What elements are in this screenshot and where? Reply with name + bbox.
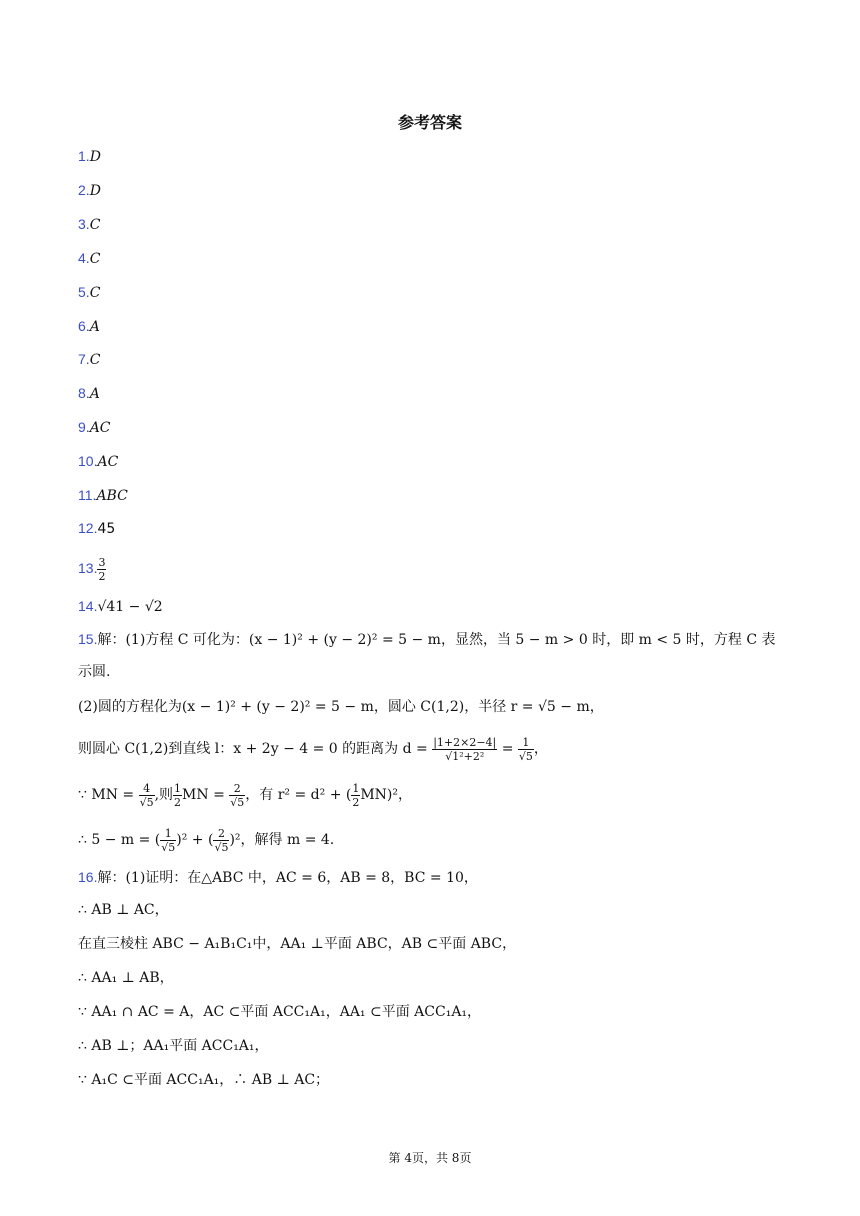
fraction-numerator: 1 bbox=[518, 737, 534, 750]
answer-value: C bbox=[89, 217, 101, 233]
solution-line bbox=[78, 823, 334, 857]
question-number: 15. bbox=[78, 631, 98, 647]
answer-row bbox=[78, 281, 100, 303]
fraction-numerator: 2 bbox=[213, 828, 229, 841]
solution-text: = bbox=[497, 741, 518, 757]
fraction-denominator: √5 bbox=[139, 795, 154, 809]
answer-row bbox=[78, 315, 100, 337]
question-number: 2. bbox=[78, 182, 90, 198]
answer-row bbox=[78, 517, 115, 539]
fraction-denominator: √5 bbox=[214, 840, 229, 854]
answer-row bbox=[78, 553, 106, 583]
fraction-numerator: |1+2×2−4| bbox=[433, 735, 497, 749]
solution-line bbox=[78, 661, 110, 683]
answer-fraction bbox=[97, 557, 106, 582]
answer-value: C bbox=[89, 285, 101, 301]
question-number: 4. bbox=[78, 250, 90, 266]
question-number: 5. bbox=[78, 284, 90, 300]
answer-value: C bbox=[89, 251, 101, 267]
solution-text: ∵ AA₁ ∩ AC = A，AC ⊂平面 ACC₁A₁，AA₁ ⊂平面 ACC₁A₁， bbox=[78, 1004, 482, 1020]
answer-row bbox=[78, 416, 111, 438]
answer-value: D bbox=[89, 183, 101, 199]
fraction-denominator: √5 bbox=[230, 795, 245, 809]
solution-text: ∴ AA₁ ⊥ AB， bbox=[78, 970, 174, 986]
solution-line bbox=[78, 967, 174, 989]
question-number: 14. bbox=[78, 598, 98, 614]
solution-text: ∴ 5 − m = ( bbox=[78, 832, 161, 848]
page-title: 参考答案 bbox=[397, 113, 462, 132]
question-number: 13. bbox=[78, 560, 98, 576]
question-number: 16. bbox=[78, 869, 98, 885]
answer-row bbox=[78, 382, 100, 404]
solution-text: MN = bbox=[182, 787, 230, 803]
answer-row bbox=[78, 179, 101, 201]
question-number: 12. bbox=[78, 520, 98, 536]
fraction-numerator: 1 bbox=[352, 781, 360, 795]
fraction-numerator: 4 bbox=[139, 783, 155, 796]
half-mn-fraction bbox=[229, 783, 245, 808]
question-number: 1. bbox=[78, 148, 90, 164]
fraction-denominator: √5 bbox=[161, 840, 176, 854]
answer-row bbox=[78, 484, 128, 506]
distance-result-fraction bbox=[518, 737, 534, 762]
answer-value: A bbox=[89, 319, 100, 335]
half-fraction bbox=[351, 783, 360, 808]
solution-text: 解：(1)证明：在△ABC 中，AC = 6，AB = 8，BC = 10， bbox=[97, 870, 478, 886]
answer-value: AC bbox=[89, 420, 111, 436]
solution-text: 解：(1)方程 C 可化为：(x − 1)² + (y − 2)² = 5 − m，显然，当 5 − m > 0 时，即 m < 5 时，方程 C 表 bbox=[97, 632, 776, 648]
answer-row bbox=[78, 247, 100, 269]
solution-line bbox=[78, 866, 478, 888]
solution-line bbox=[78, 628, 776, 650]
solution-text: MN)²， bbox=[360, 787, 413, 803]
fraction-denominator: 2 bbox=[174, 795, 182, 809]
solution-line bbox=[78, 696, 604, 718]
solution-text: ， bbox=[533, 741, 548, 757]
question-number: 8. bbox=[78, 385, 90, 401]
answer-value: √41 − √2 bbox=[97, 599, 163, 615]
answer-row bbox=[78, 213, 100, 235]
solution-text: ∴ AB ⊥ AC， bbox=[78, 902, 169, 918]
answer-value: C bbox=[89, 352, 101, 368]
solution-text: ∴ AB ⊥；AA₁平面 ACC₁A₁， bbox=[78, 1038, 269, 1054]
distance-fraction bbox=[432, 737, 497, 762]
answer-value: D bbox=[89, 149, 101, 165]
fraction-numerator: 1 bbox=[160, 828, 176, 841]
question-number: 10. bbox=[78, 453, 98, 469]
solution-text: 示圆. bbox=[78, 664, 111, 680]
solution-text: ∵ A₁C ⊂平面 ACC₁A₁，∴ AB ⊥ AC； bbox=[78, 1072, 330, 1088]
answer-row bbox=[78, 348, 100, 370]
solution-text: 则圆心 C(1,2)到直线 l：x + 2y − 4 = 0 的距离为 d = bbox=[78, 741, 433, 757]
solution-line bbox=[78, 732, 548, 766]
answer-value: AC bbox=[97, 454, 119, 470]
fraction-denominator: 2 bbox=[98, 569, 106, 583]
solution-text: )² + ( bbox=[176, 832, 214, 848]
question-number: 6. bbox=[78, 318, 90, 334]
page-footer: 第 4页，共 8页 bbox=[388, 1151, 472, 1165]
solution-text: ∵ MN = bbox=[78, 787, 139, 803]
question-number: 3. bbox=[78, 216, 90, 232]
fraction bbox=[213, 828, 229, 853]
half-fraction bbox=[173, 783, 182, 808]
question-number: 11. bbox=[78, 487, 97, 503]
question-number: 7. bbox=[78, 351, 90, 367]
solution-line bbox=[78, 933, 516, 955]
solution-line bbox=[78, 1069, 329, 1091]
fraction bbox=[160, 828, 176, 853]
fraction-numerator: 2 bbox=[229, 783, 245, 796]
solution-line bbox=[78, 1001, 481, 1023]
solution-line bbox=[78, 778, 412, 812]
solution-text: ，有 r² = d² + ( bbox=[245, 787, 352, 803]
solution-text: (2)圆的方程化为(x − 1)² + (y − 2)² = 5 − m，圆心 C(1,2)，半径 r = √5 − m， bbox=[78, 699, 604, 715]
answer-value: A bbox=[89, 386, 100, 402]
answer-value: ABC bbox=[96, 488, 128, 504]
solution-line bbox=[78, 1035, 269, 1057]
solution-line bbox=[78, 899, 169, 921]
answer-row bbox=[78, 145, 101, 167]
fraction-numerator: 1 bbox=[174, 781, 182, 795]
solution-text: )²，解得 m = 4. bbox=[229, 832, 335, 848]
solution-text: 在直三棱柱 ABC − A₁B₁C₁中，AA₁ ⊥平面 ABC，AB ⊂平面 ABC， bbox=[78, 936, 517, 952]
fraction-denominator: 2 bbox=[352, 795, 360, 809]
answer-row bbox=[78, 595, 163, 617]
answer-value: 45 bbox=[97, 521, 116, 537]
fraction-denominator: √1²+2² bbox=[445, 749, 485, 763]
fraction-denominator: √5 bbox=[518, 749, 533, 763]
mn-fraction bbox=[139, 783, 155, 808]
answer-row bbox=[78, 450, 118, 472]
fraction-numerator: 3 bbox=[98, 555, 106, 569]
solution-text: ,则 bbox=[154, 787, 174, 803]
question-number: 9. bbox=[78, 419, 90, 435]
